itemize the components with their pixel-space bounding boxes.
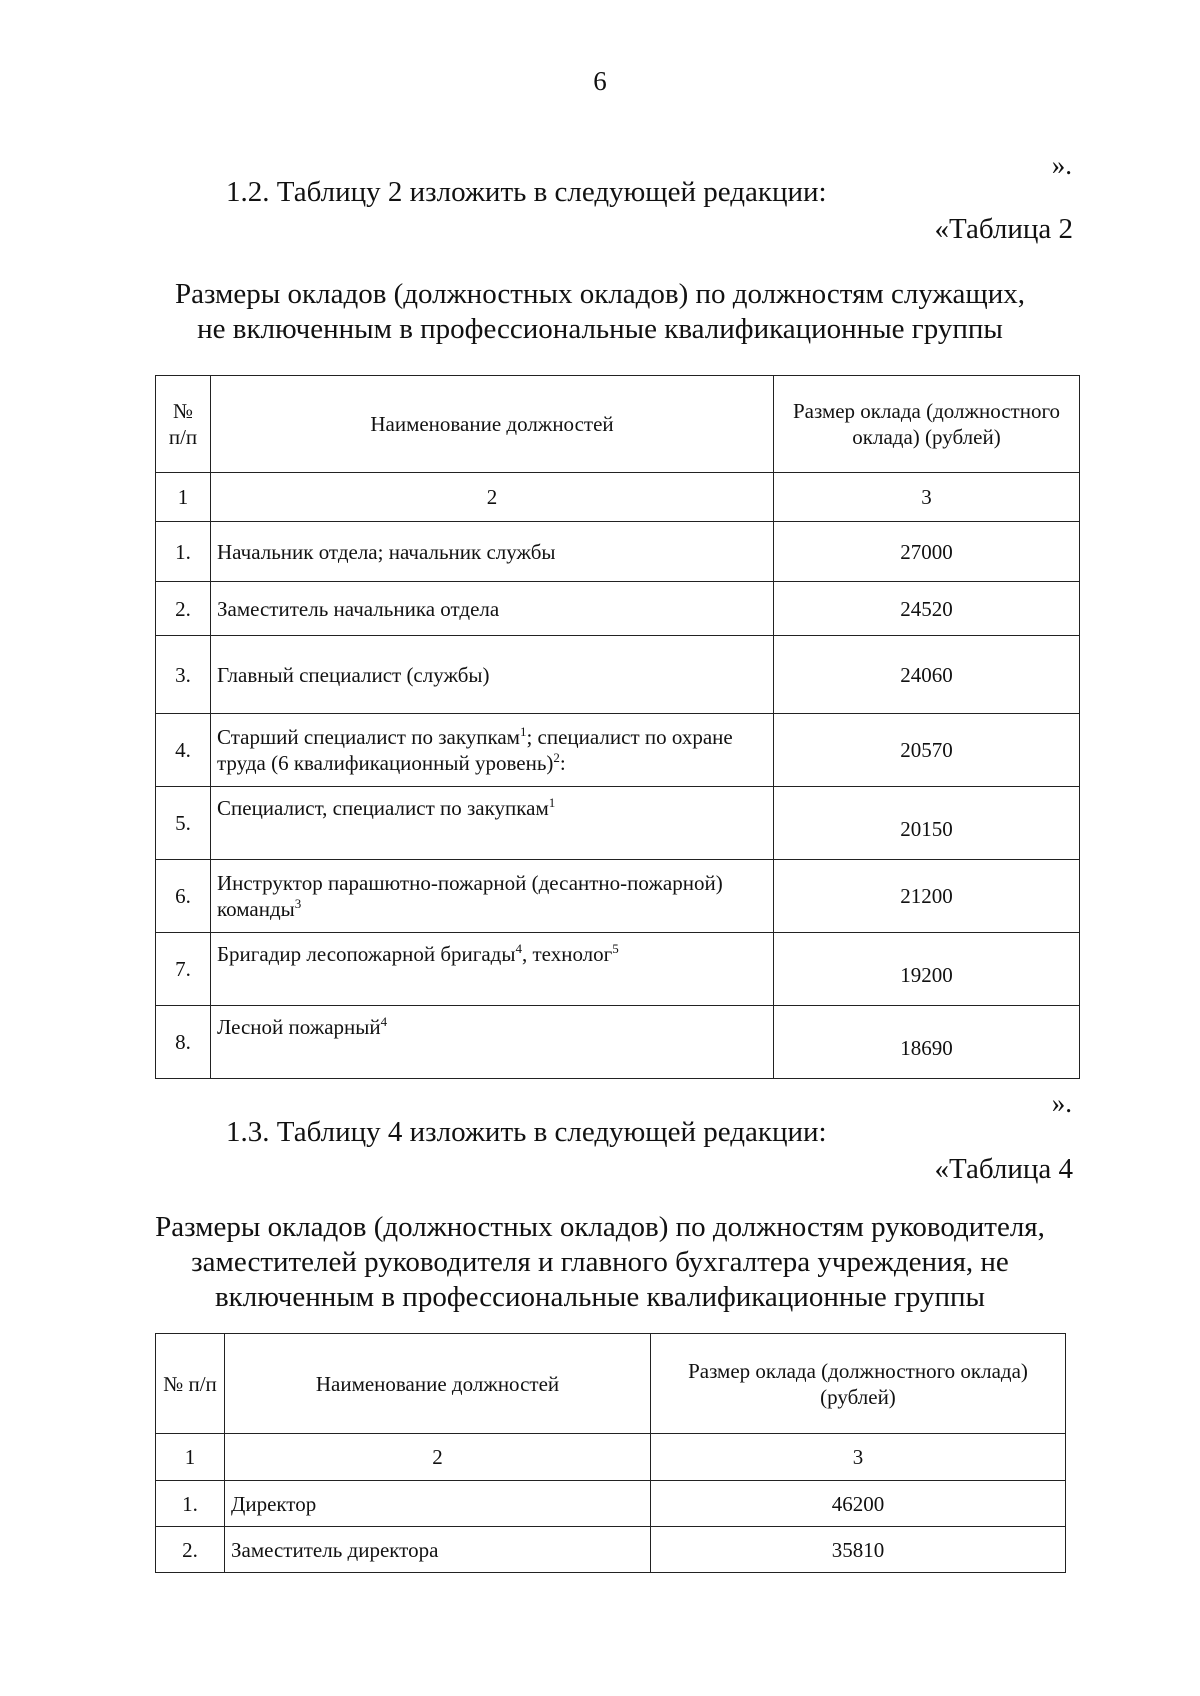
- table-2-title-line: не включенным в профессиональные квалификационные группы: [197, 313, 1003, 345]
- table-row: [156, 1527, 1066, 1573]
- position-name-part: Старший специалист по закупкам: [217, 725, 520, 749]
- closing-quote: ».: [1051, 150, 1072, 180]
- column-number: 2: [211, 473, 774, 522]
- salary-value: 20150: [774, 787, 1080, 860]
- row-number: 8.: [156, 1006, 211, 1079]
- salary-value: 24060: [774, 636, 1080, 714]
- column-number-row: [156, 473, 1080, 522]
- table-row: [156, 714, 1080, 787]
- row-number: 7.: [156, 933, 211, 1006]
- table-row: [156, 636, 1080, 714]
- position-name: [211, 933, 774, 1006]
- table-4-title: [150, 1210, 1050, 1315]
- position-name-part: Инструктор парашютно-пожарной (десантно-пожарной) команды: [217, 871, 723, 921]
- position-name-part: Бригадир лесопожарной бригады: [217, 942, 516, 966]
- footnote-ref: 3: [294, 896, 302, 911]
- position-name: Директор: [225, 1481, 651, 1527]
- salary-value: 24520: [774, 582, 1080, 636]
- header-col-salary: Размер оклада (должностного оклада) (рублей): [774, 376, 1080, 473]
- column-number: 1: [156, 1434, 225, 1481]
- table-4: [155, 1333, 1066, 1573]
- column-number: 3: [774, 473, 1080, 522]
- footnote-ref: 5: [612, 941, 619, 956]
- position-name: [211, 860, 774, 933]
- footnote-ref: 1: [548, 795, 556, 810]
- table-4-title-line: включенным в профессиональные квалификационные группы: [214, 1281, 986, 1313]
- position-name: [211, 1006, 774, 1079]
- column-number: 1: [156, 473, 211, 522]
- table-row: [156, 1006, 1080, 1079]
- position-name-part: :: [559, 751, 566, 775]
- row-number: 3.: [156, 636, 211, 714]
- table-row: [156, 933, 1080, 1006]
- row-number: 5.: [156, 787, 211, 860]
- table-4-title-line: заместителей руководителя и главного бухгалтера учреждения, не: [191, 1246, 1009, 1278]
- table-row: [156, 522, 1080, 582]
- table-row: [156, 860, 1080, 933]
- position-name: [211, 714, 774, 787]
- salary-value: 35810: [651, 1527, 1066, 1573]
- column-number-row: [156, 1434, 1066, 1481]
- footnote-ref: 4: [380, 1014, 388, 1029]
- position-name-part: ; специалист по охране труда (6 квалификационный уровень): [217, 725, 733, 775]
- header-col-number: № п/п: [156, 1334, 225, 1434]
- salary-value: 18690: [774, 1006, 1080, 1079]
- column-number: 2: [225, 1434, 651, 1481]
- position-name-part: Специалист, специалист по закупкам: [217, 796, 549, 820]
- table-2: [155, 375, 1080, 1079]
- salary-value: 21200: [774, 860, 1080, 933]
- section-heading-1-3: 1.3. Таблицу 4 изложить в следующей редакции:: [226, 1116, 827, 1148]
- salary-value: 27000: [774, 522, 1080, 582]
- position-name-part: Лесной пожарный: [217, 1015, 381, 1039]
- table-4-title-line: Размеры окладов (должностных окладов) по должностям руководителя,: [155, 1211, 1045, 1243]
- header-col-salary: Размер оклада (должностного оклада) (рублей): [651, 1334, 1066, 1434]
- footnote-ref: 4: [515, 941, 522, 956]
- salary-value: 19200: [774, 933, 1080, 1006]
- table-row: [156, 582, 1080, 636]
- header-col-name: Наименование должностей: [225, 1334, 651, 1434]
- column-number: 3: [651, 1434, 1066, 1481]
- table-header-row: [156, 376, 1080, 473]
- row-number: 1.: [156, 1481, 225, 1527]
- position-name: [211, 787, 774, 860]
- row-number: 4.: [156, 714, 211, 787]
- table-2-title: [150, 277, 1050, 347]
- position-name: Заместитель начальника отдела: [211, 582, 774, 636]
- row-number: 1.: [156, 522, 211, 582]
- table-caption-2: «Таблица 2: [934, 213, 1073, 245]
- footnote-ref: 2: [553, 750, 560, 765]
- table-caption-4: «Таблица 4: [934, 1153, 1073, 1185]
- row-number: 2.: [156, 1527, 225, 1573]
- row-number: 6.: [156, 860, 211, 933]
- salary-value: 46200: [651, 1481, 1066, 1527]
- position-name-part: , технолог: [521, 942, 613, 966]
- position-name: Начальник отдела; начальник службы: [211, 522, 774, 582]
- table-row: [156, 787, 1080, 860]
- salary-value: 20570: [774, 714, 1080, 787]
- table-row: [156, 1481, 1066, 1527]
- table-2-title-line: Размеры окладов (должностных окладов) по должностям служащих,: [175, 278, 1025, 310]
- header-col-name: Наименование должностей: [211, 376, 774, 473]
- position-name: Заместитель директора: [225, 1527, 651, 1573]
- position-name: Главный специалист (службы): [211, 636, 774, 714]
- header-col-number: № п/п: [156, 376, 211, 473]
- footnote-ref: 1: [519, 724, 527, 739]
- table-header-row: [156, 1334, 1066, 1434]
- row-number: 2.: [156, 582, 211, 636]
- page-number: 6: [593, 66, 607, 96]
- closing-quote: ».: [1051, 1088, 1072, 1118]
- section-heading-1-2: 1.2. Таблицу 2 изложить в следующей редакции:: [226, 176, 827, 208]
